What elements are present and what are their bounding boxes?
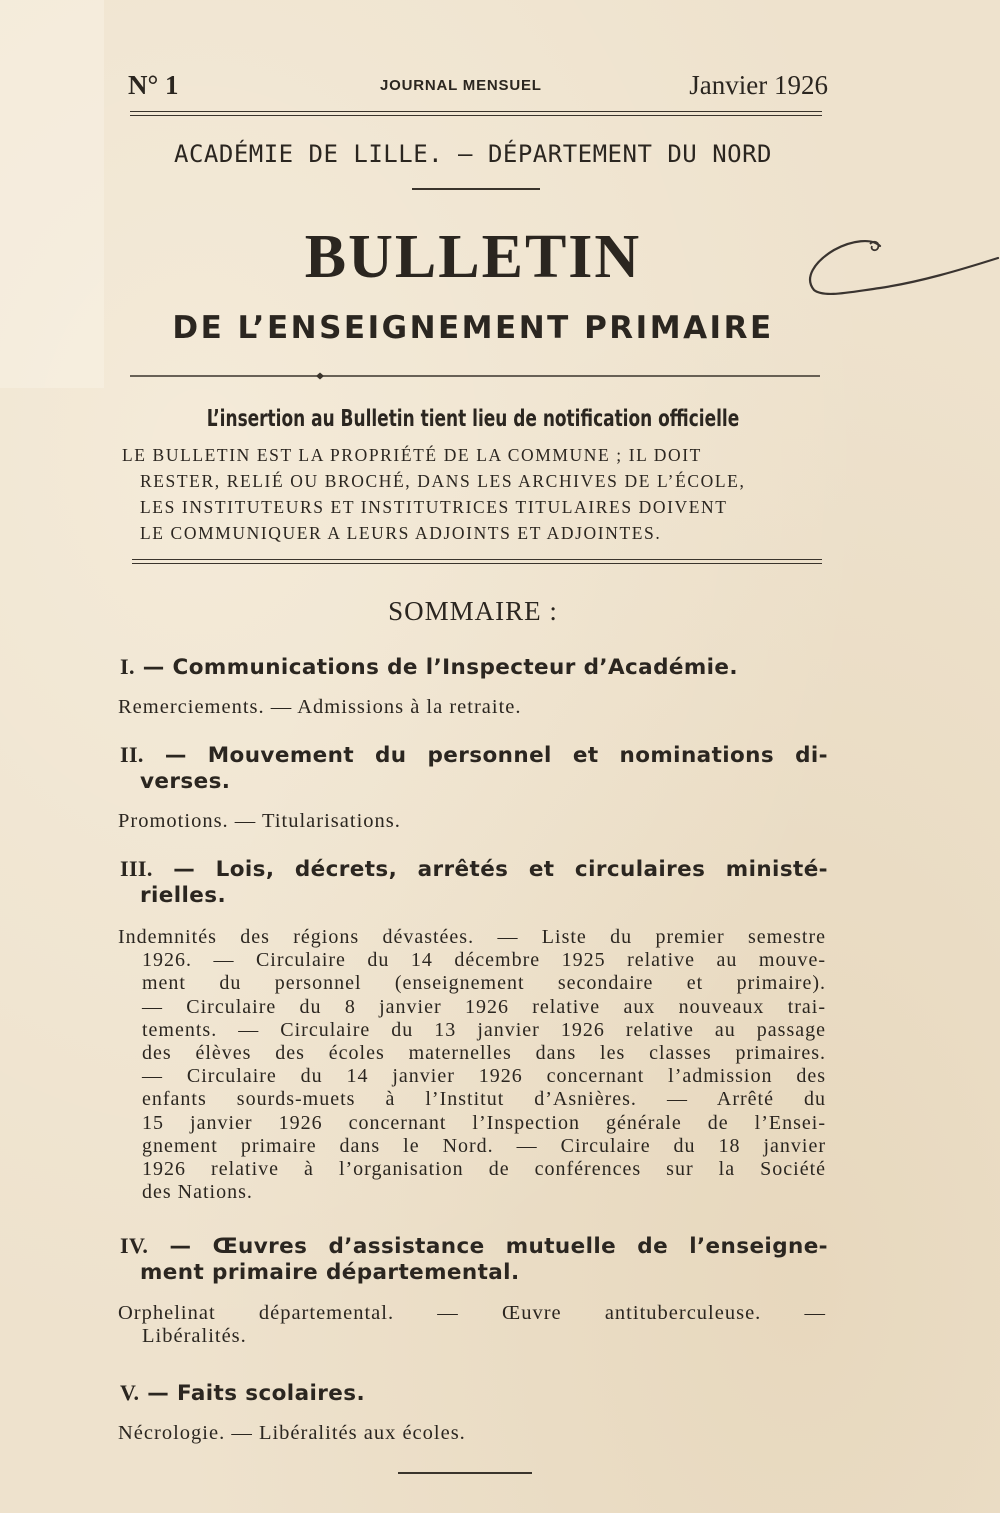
section-item-line: 1926 relative à l’organisation de conférences sur la Société [142,1158,826,1181]
section-item-line: ment du personnel (enseignement secondaire et primaire). [142,972,826,995]
handwritten-mark [800,232,1000,304]
section-heading-4 [120,1233,828,1286]
section-items-4 [118,1302,826,1348]
section-numeral: I. [120,654,135,679]
section-heading-text: rielles. [140,883,227,908]
pasted-paper-patch [0,0,104,388]
section-heading-text: ment primaire départemental. [140,1260,520,1285]
section-item-line: enfants sourds-muets à l’Institut d’Asnières. — Arrêté du [142,1088,826,1111]
section-item-line: 1926. — Circulaire du 14 décembre 1925 relative au mouve- [142,949,826,972]
notice-body [122,442,828,546]
section-heading-1 [120,654,828,681]
section-numeral: V. [120,1380,140,1405]
section-heading-2 [120,742,828,795]
section-item-line: tements. — Circulaire du 13 janvier 1926 relative au passage [142,1018,826,1041]
authority-line: ACADÉMIE DE LILLE. – DÉPARTEMENT DU NORD [174,140,772,168]
journal-type: JOURNAL MENSUEL [380,77,542,94]
section-heading-text: — Communications de l’Inspecteur d’Académie. [142,655,738,680]
section-item-line: gnement primaire dans le Nord. — Circulaire du 18 janvier [142,1134,826,1157]
closing-rule [398,1472,532,1474]
section-item-line: Promotions. — Titularisations. [118,810,401,832]
notice-line: RESTER, RELIÉ OU BROCHÉ, DANS LES ARCHIVES DE L’ÉCOLE, [140,471,746,491]
section-item-line: — Circulaire du 8 janvier 1926 relative aux nouveaux trai- [142,995,826,1018]
bulletin-subtitle: DE L’ENSEIGNEMENT PRIMAIRE [172,310,774,346]
section-items-2 [118,810,826,833]
section-numeral: II. [120,742,144,767]
section-item-line: Remerciements. — Admissions à la retraite. [118,696,522,718]
masthead-rule [130,111,822,116]
notice-line: LES INSTITUTEURS ET INSTITUTRICES TITULAIRES DOIVENT [140,497,728,517]
section-item-line: 15 janvier 1926 concernant l’Inspection générale de l’Ensei- [142,1111,826,1134]
section-items-5 [118,1422,826,1445]
section-item-line: Indemnités des régions dévastées. — Liste du premier semestre [118,926,826,948]
notice-line: LE COMMUNIQUER A LEURS ADJOINTS ET ADJOINTES. [140,523,662,543]
issue-date: Janvier 1926 [689,70,828,100]
notice-line: LE BULLETIN EST LA PROPRIÉTÉ DE LA COMMUNE ; IL DOIT [122,445,702,465]
section-heading-text: — Mouvement du personnel et nominations di- [164,743,828,768]
section-item-line: Nécrologie. — Libéralités aux écoles. [118,1422,466,1444]
section-heading-text: verses. [140,769,231,794]
section-numeral: IV. [120,1233,149,1258]
section-item-line: Orphelinat départemental. — Œuvre antituberculeuse. — [118,1302,826,1324]
bulletin-title: BULLETIN [304,223,642,291]
section-numeral: III. [120,856,153,881]
notice-headline: L’insertion au Bulletin tient lieu de notification officielle [206,406,740,432]
authority-divider [412,188,540,190]
section-item-line: — Circulaire du 14 janvier 1926 concernant l’admission des [142,1065,826,1088]
masthead [128,70,828,106]
section-items-1 [118,696,826,719]
notice-rule [132,559,822,564]
section-heading-text: — Œuvres d’assistance mutuelle de l’enseigne- [169,1234,828,1259]
section-item-line: des Nations. [142,1181,253,1204]
section-heading-text: — Faits scolaires. [147,1381,366,1406]
section-heading-3 [120,856,828,909]
section-heading-5 [120,1380,828,1407]
issue-number: N° 1 [128,70,179,100]
section-item-line: Libéralités. [142,1325,247,1348]
section-heading-text: — Lois, décrets, arrêtés et circulaires ministé- [173,857,828,882]
sommaire-title: SOMMAIRE : [388,596,558,626]
section-item-line: des élèves des écoles maternelles dans les classes primaires. [142,1042,826,1065]
ornamental-rule [130,372,820,380]
section-items-3 [118,926,826,1204]
